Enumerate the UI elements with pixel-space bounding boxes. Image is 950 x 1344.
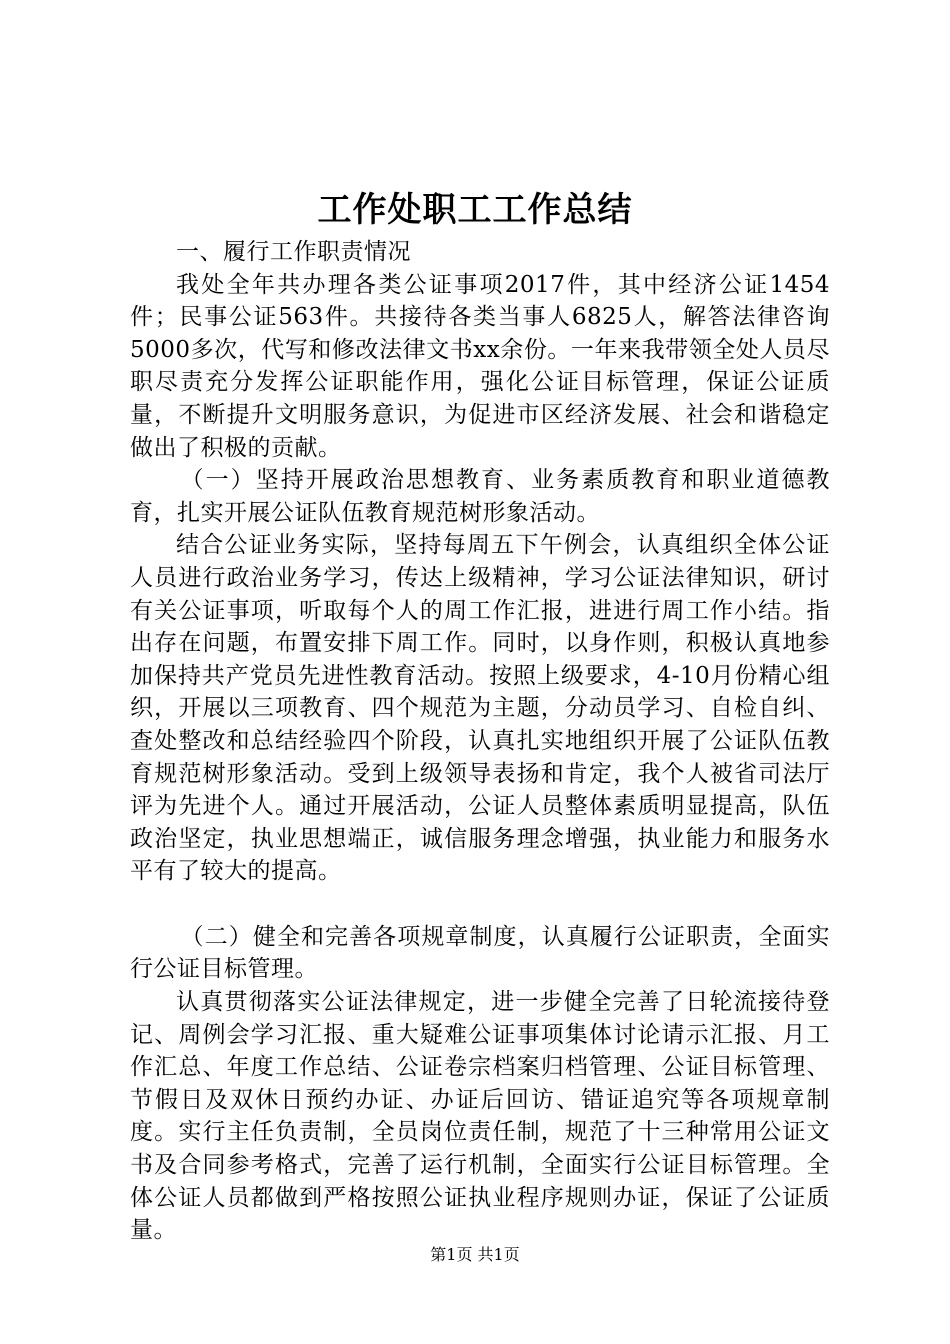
paragraph-spacer <box>130 888 830 921</box>
subsection-heading: （一）坚持开展政治思想教育、业务素质教育和职业道德教育，扎实开展公证队伍教育规范树形象活动。 <box>130 467 830 526</box>
paragraph: 结合公证业务实际，坚持每周五下午例会，认真组织全体公证人员进行政治业务学习，传达上级精神，学习公证法律知识，研讨有关公证事项，听取每个人的周工作汇报，进进行周工作小结。指出存在问题，布置安排下周工作。同时，以身作则，积极认真地参加保持共产党员先进性教育活动。按照上级要求，4-10月份精心组织，开展以三项教育、四个规范为主题，分动员学习、自检自纠、查处整改和总结经验四个阶段，认真扎实地组织开展了公证队伍教育规范树形象活动。受到上级领导表扬和肯定，我个人被省司法厅评为先进个人。通过开展活动，公证人员整体素质明显提高，队伍政治坚定，执业思想端正，诚信服务理念增强，执业能力和服务水平有了较大的提高。 <box>130 532 830 885</box>
paragraph: 我处全年共办理各类公证事项2017件，其中经济公证1454件；民事公证563件。共接待各类当事人6825人，解答法律咨询5000多次，代写和修改法律文书xx余份。一年来我带领全处人员尽职尽责充分发挥公证职能作用，强化公证目标管理，保证公证质量，不断提升文明服务意识，为促进市区经济发展、社会和谐稳定做出了积极的贡献。 <box>130 271 830 461</box>
page-title: 工作处职工工作总结 <box>317 190 633 230</box>
page-footer: 第1页 共1页 <box>430 1245 520 1264</box>
section-heading: 一、履行工作职责情况 <box>176 239 411 265</box>
paragraph: 认真贯彻落实公证法律规定，进一步健全完善了日轮流接待登记、周例会学习汇报、重大疑难公证事项集体讨论请示汇报、月工作汇总、年度工作总结、公证卷宗档案归档管理、公证目标管理、节假日及双休日预约办证、办证后回访、错证追究等各项规章制度。实行主任负责制，全员岗位责任制，规范了十三种常用公证文书及合同参考格式，完善了运行机制，全面实行公证目标管理。全体公证人员都做到严格按照公证执业程序规则办证，保证了公证质量。 <box>130 989 830 1244</box>
subsection-heading: （二）健全和完善各项规章制度，认真履行公证职责，全面实行公证目标管理。 <box>130 923 830 983</box>
document-body <box>130 236 830 1247</box>
